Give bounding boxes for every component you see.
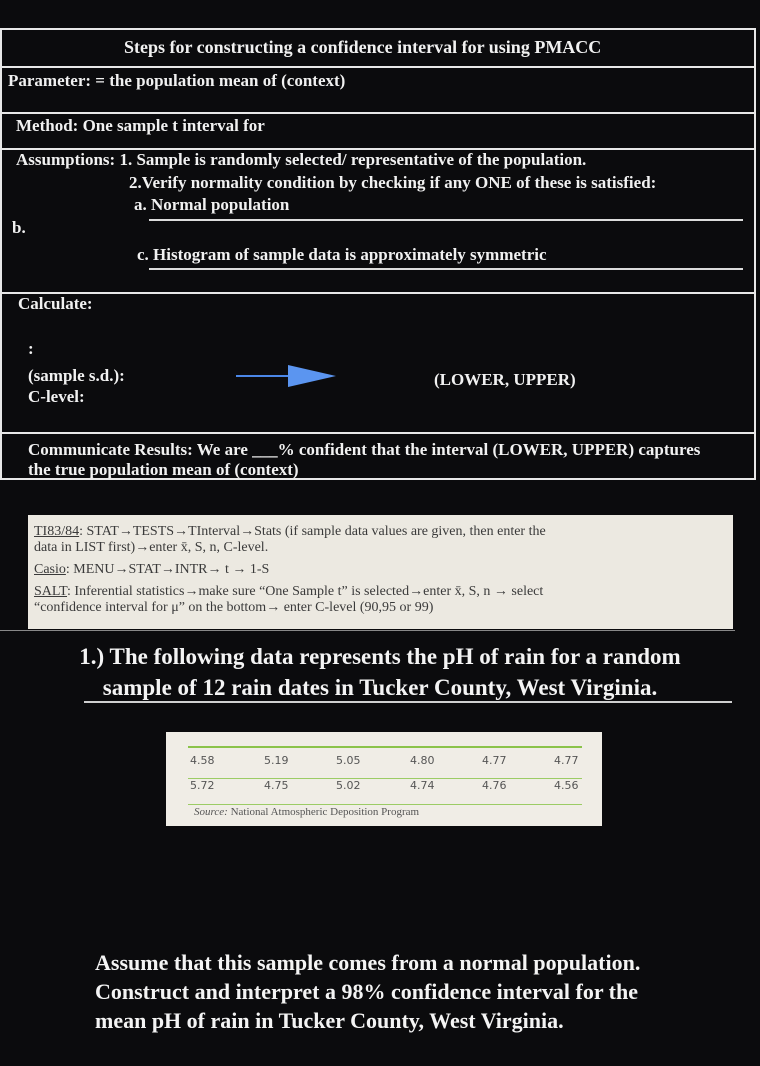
table-cell: 4.75 xyxy=(264,779,289,792)
question-line-2: sample of 12 rain dates in Tucker County, West Virginia. xyxy=(102,675,658,700)
notes-divider xyxy=(0,630,735,631)
pmacc-bottom-border xyxy=(0,478,744,480)
assumption-b: b. xyxy=(12,218,26,237)
table-bottom-rule xyxy=(188,804,582,805)
lower-upper-label: (LOWER, UPPER) xyxy=(434,370,576,389)
underline-a xyxy=(149,219,743,221)
prompt-line-1: Assume that this sample comes from a normal population. xyxy=(95,950,641,975)
calculator-instructions xyxy=(28,515,733,629)
question-underline xyxy=(84,701,732,703)
casio-instructions xyxy=(34,559,727,581)
casio-text: : MENU→STAT→INTR→ t → 1-S xyxy=(65,562,270,577)
communicate-line-2: the true population mean of (context) xyxy=(28,460,299,479)
source-label: Source: xyxy=(194,806,228,818)
ti-instructions-2: data in LIST first)→enter x̄, S, n, C-level. xyxy=(34,540,269,555)
parameter-row xyxy=(2,68,754,114)
prompt xyxy=(95,948,735,1035)
assumption-1: Assumptions: 1. Sample is randomly selected/ representative of the population. xyxy=(16,150,587,169)
arrow-right-icon xyxy=(288,365,336,387)
assumption-a: a. Normal population xyxy=(134,195,290,214)
table-cell: 4.77 xyxy=(554,754,579,767)
table-cell: 4.56 xyxy=(554,779,579,792)
underline-c xyxy=(149,268,743,270)
salt-instructions-2: “confidence interval for μ” on the bottom→ enter C-level (90,95 or 99) xyxy=(34,600,434,615)
prompt-line-2: Construct and interpret a 98% confidence interval for the xyxy=(95,979,639,1004)
c-level-label: C-level: xyxy=(28,387,85,406)
communicate-line-1: Communicate Results: We are ___% confident that the interval (LOWER, UPPER) captures xyxy=(28,440,701,459)
salt-label: SALT xyxy=(34,584,68,599)
pmacc-table xyxy=(0,28,756,480)
pmacc-title-row xyxy=(2,30,754,68)
source-text: National Atmospheric Deposition Program xyxy=(227,806,420,818)
calculate-label: Calculate: xyxy=(18,294,93,313)
ti-label: TI83/84 xyxy=(34,524,80,539)
question-line-1: 1.) The following data represents the pH of rain for a random xyxy=(79,644,681,669)
ph-data-table xyxy=(166,732,602,826)
method-text: Method: One sample t interval for xyxy=(16,116,265,135)
table-top-rule xyxy=(188,746,582,748)
casio-label: Casio xyxy=(34,562,66,577)
parameter-text: Parameter: = the population mean of (context) xyxy=(8,71,346,90)
table-cell: 5.02 xyxy=(336,779,361,792)
ti-text: : STAT→TESTS→TInterval→Stats (if sample data values are given, then enter the xyxy=(79,524,546,539)
assumptions-row xyxy=(2,150,754,294)
table-cell: 4.77 xyxy=(482,754,507,767)
table-cell: 5.19 xyxy=(264,754,289,767)
method-row xyxy=(2,114,754,150)
table-cell: 4.80 xyxy=(410,754,435,767)
calc-colon: : xyxy=(28,339,34,358)
table-cell: 5.72 xyxy=(190,779,215,792)
arrow-line xyxy=(236,375,296,377)
table-cell: 5.05 xyxy=(336,754,361,767)
table-cell: 4.76 xyxy=(482,779,507,792)
table-mid-rule xyxy=(188,778,582,779)
assumption-c: c. Histogram of sample data is approximately symmetric xyxy=(137,245,547,264)
table-cell: 4.58 xyxy=(190,754,215,767)
pmacc-title: Steps for constructing a confidence interval for using PMACC xyxy=(124,37,602,57)
table-cell: 4.74 xyxy=(410,779,435,792)
assumption-2: 2.Verify normality condition by checking if any ONE of these is satisfied: xyxy=(129,173,657,192)
salt-text: : Inferential statistics→make sure “One Sample t” is selected→enter x̄, S, n → select xyxy=(67,584,544,599)
table-source xyxy=(194,806,419,818)
communicate-row xyxy=(2,434,754,482)
sample-sd-label: (sample s.d.): xyxy=(28,366,125,385)
prompt-line-3: mean pH of rain in Tucker County, West Virginia. xyxy=(95,1008,564,1033)
calculate-row xyxy=(2,294,754,434)
